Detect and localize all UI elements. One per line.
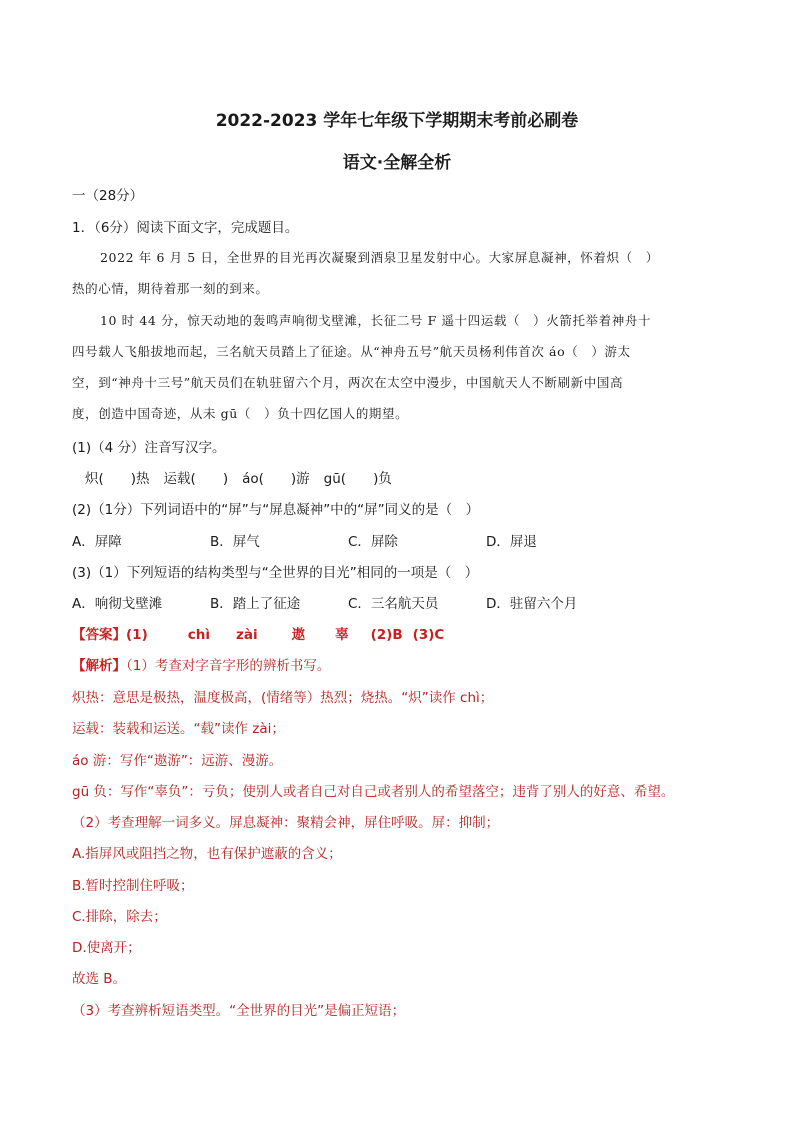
analysis-line: B.暂时控制住呼吸； (72, 878, 194, 894)
answer-part: 遨 (291, 627, 306, 643)
fill-item: gū( )负 (323, 471, 392, 487)
analysis-intro-line (72, 654, 330, 674)
analysis-line: gū 负：写作“辜负”：亏负；使别人或者自己对自己或者别人的希望落空；违背了别人的好意、希望。 (72, 784, 675, 800)
analysis-intro: （1）考查对字音字形的辨析书写。 (126, 658, 331, 674)
passage-line: 空，到“神舟十三号”航天员们在轨驻留六个月，两次在太空中漫步，中国航天人不断刷新中国高 (72, 375, 624, 390)
page-subtitle: 语文·全解全析 (342, 153, 452, 173)
analysis-line: 故选 B。 (72, 971, 127, 987)
answer-part: (2)B (370, 627, 403, 643)
answer-part: (3)C (412, 627, 445, 643)
sub-question-1-prompt: (1)（4 分）注音写汉字。 (72, 440, 226, 456)
page-title: 2022-2023 学年七年级下学期期末考前必刷卷 (215, 111, 579, 131)
sub-question-1-items (85, 467, 392, 487)
analysis-line: D.使离开； (72, 940, 141, 956)
answer-part: zài (235, 627, 258, 643)
fill-item: áo( )游 (242, 471, 310, 487)
sub-question-2-options (72, 530, 624, 550)
analysis-line: 炽热：意思是极热，温度极高，(情绪等）热烈；烧热。“炽”读作 chì； (72, 690, 494, 706)
analysis-tag: 【解析】 (72, 658, 126, 674)
option-a: A．响彻戈壁滩 (72, 596, 163, 612)
fill-item: 运载( ) (163, 471, 229, 487)
sub-question-3-options (72, 592, 624, 612)
question-stem: 1．（6分）阅读下面文字，完成题目。 (72, 220, 299, 236)
option-c: C．屏除 (348, 534, 398, 550)
sub-question-2-prompt: (2)（1分）下列词语中的“屏”与“屏息凝神”中的“屏”同义的是（ ） (72, 502, 480, 518)
analysis-line: （2）考查理解一词多义。屏息凝神：聚精会神，屏住呼吸。屏：抑制； (72, 815, 500, 831)
answer-tag: 【答案】 (72, 627, 126, 643)
passage-line: 四号载人飞船拔地而起，三名航天员踏上了征途。从“神舟五号”航天员杨利伟首次 áo（ ）游太 (72, 344, 631, 359)
option-b: B．踏上了征途 (210, 596, 301, 612)
option-b: B．屏气 (210, 534, 260, 550)
section-heading: 一（28分） (72, 188, 144, 204)
option-c: C．三名航天员 (348, 596, 439, 612)
analysis-line: C.排除，除去； (72, 909, 167, 925)
sub-question-3-prompt: (3)（1）下列短语的结构类型与“全世界的目光”相同的一项是（ ） (72, 565, 479, 581)
analysis-line: （3）考查辨析短语类型。“全世界的目光”是偏正短语； (72, 1003, 406, 1019)
analysis-line: A.指屏风或阻挡之物，也有保护遮蔽的含义； (72, 846, 342, 862)
answer-part: chì (187, 627, 210, 643)
analysis-line: áo 游：写作“遨游”：远游、漫游。 (72, 753, 283, 769)
answer-part: 辜 (335, 627, 349, 643)
option-d: D．屏退 (486, 534, 537, 550)
option-d: D．驻留六个月 (486, 596, 578, 612)
passage-line: 度，创造中国奇迹，从未 gū（ ）负十四亿国人的期望。 (72, 406, 409, 421)
passage-line: 2022 年 6 月 5 日，全世界的目光再次凝聚到酒泉卫星发射中心。大家屏息凝神，怀着炽（ ） (100, 250, 659, 265)
passage-line: 热的心情，期待着那一刻的到来。 (72, 281, 269, 296)
fill-item: 炽( )热 (85, 471, 150, 487)
answer-part: (1) (126, 627, 148, 643)
option-a: A．屏障 (72, 534, 122, 550)
passage-line: 10 时 44 分，惊天动地的轰鸣声响彻戈壁滩，长征二号 F 遥十四运载（ ）火箭托举着神舟十 (100, 313, 652, 328)
analysis-line: 运载：装载和运送。“载”读作 zài； (72, 721, 285, 737)
answer-line (72, 623, 444, 643)
